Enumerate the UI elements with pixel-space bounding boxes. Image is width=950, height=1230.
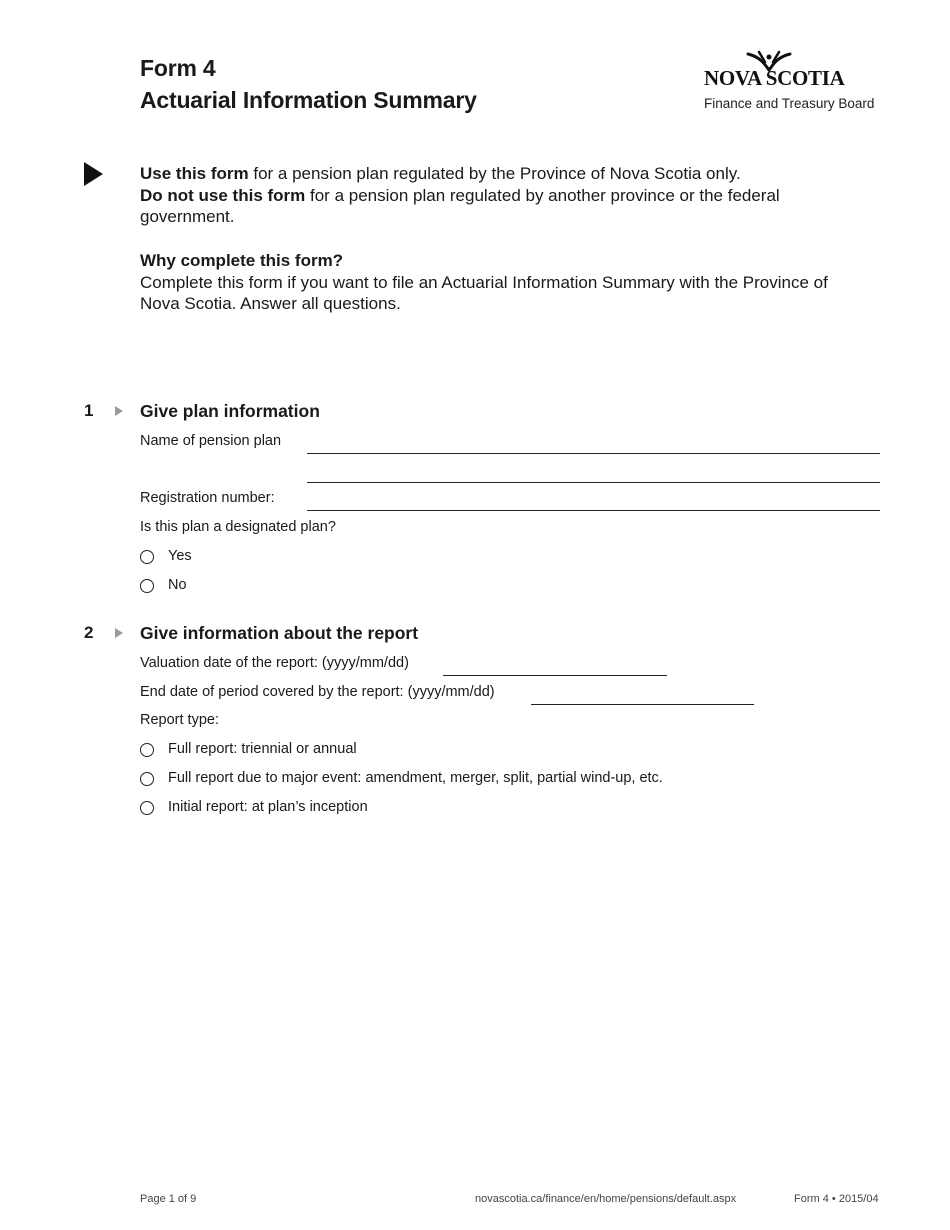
designated-plan-question: Is this plan a designated plan? bbox=[140, 519, 336, 535]
department-name: Finance and Treasury Board bbox=[704, 96, 875, 111]
use-form-text: for a pension plan regulated by the Province of Nova Scotia only. bbox=[248, 164, 741, 183]
use-form-bold: Use this form bbox=[140, 164, 249, 183]
footer-bullet: • bbox=[831, 1193, 836, 1205]
end-date-field[interactable] bbox=[531, 704, 754, 705]
section-2-title: Give information about the report bbox=[140, 623, 419, 643]
nova-scotia-logo bbox=[700, 50, 882, 120]
plan-name-field-line-2[interactable] bbox=[307, 482, 880, 483]
form-number: Form 4 bbox=[140, 55, 216, 81]
designated-yes-label: Yes bbox=[168, 548, 192, 564]
report-type-major-event-label: Full report due to major event: amendment, merger, split, partial wind-up, etc. bbox=[168, 770, 663, 786]
section-2-number: 2 bbox=[84, 623, 94, 642]
report-type-full-radio[interactable] bbox=[140, 743, 154, 757]
donot-use-text: for a pension plan regulated by another province or the federal government. bbox=[140, 185, 780, 226]
intro-instructions bbox=[140, 163, 860, 228]
footer-form-date: 2015/04 bbox=[838, 1193, 879, 1205]
registration-number-field[interactable] bbox=[307, 510, 880, 511]
intro-arrow-icon bbox=[84, 162, 103, 186]
report-type-label: Report type: bbox=[140, 712, 219, 728]
footer-url: novascotia.ca/finance/en/home/pensions/default.aspx bbox=[475, 1193, 737, 1205]
valuation-date-label: Valuation date of the report: (yyyy/mm/dd) bbox=[140, 655, 409, 671]
form-title-block bbox=[140, 52, 477, 116]
report-type-full-label: Full report: triennial or annual bbox=[168, 741, 357, 757]
why-text: Complete this form if you want to file an Actuarial Information Summary with the Province of Nova Scotia. Answer all questions. bbox=[140, 272, 828, 313]
report-type-major-event-radio[interactable] bbox=[140, 772, 154, 786]
form-title: Actuarial Information Summary bbox=[140, 87, 477, 113]
registration-number-label: Registration number: bbox=[140, 490, 275, 506]
section-2-arrow-icon bbox=[115, 628, 123, 638]
footer-form-number: Form 4 bbox=[794, 1193, 829, 1205]
donot-use-bold: Do not use this form bbox=[140, 185, 306, 205]
footer-form-reference bbox=[794, 1193, 879, 1205]
end-date-label: End date of period covered by the report: (yyyy/mm/dd) bbox=[140, 684, 495, 700]
footer-page-number: Page 1 of 9 bbox=[140, 1193, 197, 1205]
section-1-number: 1 bbox=[84, 401, 94, 420]
plan-name-label: Name of pension plan bbox=[140, 433, 282, 449]
section-1-arrow-icon bbox=[115, 406, 123, 416]
why-complete-block bbox=[140, 250, 860, 315]
report-type-initial-radio[interactable] bbox=[140, 801, 154, 815]
designated-no-radio[interactable] bbox=[140, 579, 154, 593]
designated-yes-radio[interactable] bbox=[140, 550, 154, 564]
why-heading: Why complete this form? bbox=[140, 251, 344, 270]
report-type-initial-label: Initial report: at plan’s inception bbox=[168, 799, 368, 815]
designated-no-label: No bbox=[168, 577, 187, 593]
valuation-date-field[interactable] bbox=[443, 675, 667, 676]
logo-wordmark: NOVA SCOTIA bbox=[704, 66, 845, 90]
section-1-title: Give plan information bbox=[140, 401, 320, 421]
plan-name-field-line-1[interactable] bbox=[307, 453, 880, 454]
